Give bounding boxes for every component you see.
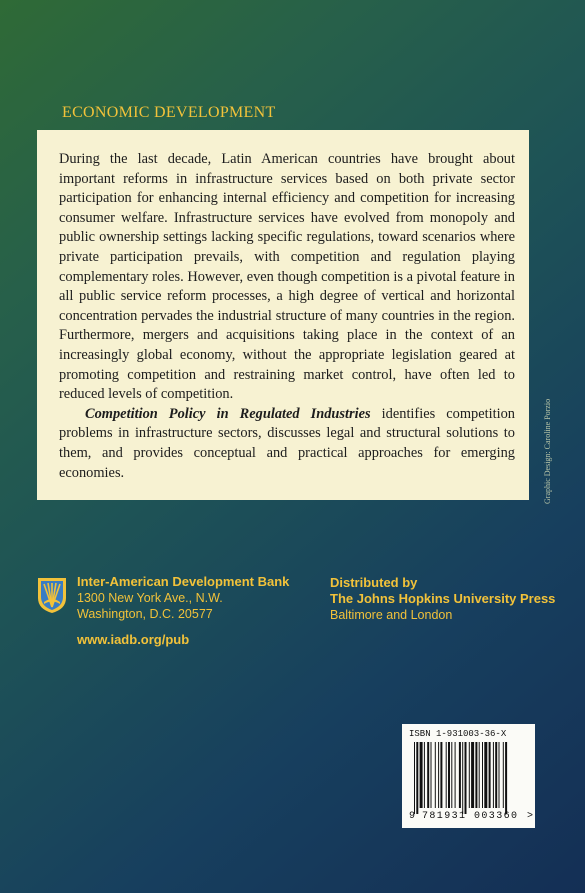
category-heading: ECONOMIC DEVELOPMENT — [62, 104, 276, 121]
barcode-bar — [499, 742, 500, 808]
distributor-location: Baltimore and London — [330, 608, 453, 622]
blurb-box — [37, 130, 529, 500]
barcode-bar — [505, 742, 507, 814]
barcode-bar — [451, 742, 452, 808]
barcode-bar — [435, 742, 436, 808]
design-credit: Graphic Design: Caroline Porzio — [543, 398, 552, 504]
barcode-bar — [446, 742, 447, 808]
distributor-label: Distributed by — [330, 575, 418, 590]
barcode-bar — [479, 742, 480, 808]
barcode-box — [402, 724, 535, 828]
publisher-website[interactable]: www.iadb.org/pub — [77, 632, 190, 647]
blurb-paragraph-1: During the last decade, Latin American countries have brought about important reforms in infrastructure services based on both private sector participation for enhancing internal efficiency and competition for increasing consumer welfare. Infrastructure services have evolved from monopoly and public ownership settings lacking specific regulations, toward scenarios where private participation prevails, with competition and regulation playing complementary roles. However, even though competition is a pivotal feature in all public service reform processes, a high degree of vertical and horizontal concentration pervades the industrial structure of many countries in the region. Furthermore, mergers and acquisitions taking place in the context of an increasingly global economy, without the appropriate legislation geared at promoting competition and restraining market control, have often led to reduced levels of competition. — [59, 151, 515, 403]
barcode-bar — [414, 742, 415, 814]
barcode-bar — [489, 742, 491, 808]
publisher-text — [77, 574, 289, 622]
distributor-block — [330, 575, 555, 623]
distributor-name: The Johns Hopkins University Press — [330, 591, 556, 606]
barcode-bar — [440, 742, 442, 808]
barcode-digits-right: 003360 — [474, 811, 519, 822]
blurb-paragraph-2 — [59, 405, 515, 483]
barcode-bar — [427, 742, 429, 808]
barcode-bar — [475, 742, 477, 808]
barcode-bar — [495, 742, 497, 808]
barcode-bar — [484, 742, 487, 808]
barcode-bar — [448, 742, 450, 808]
barcode-digits-left: 781931 — [422, 811, 467, 822]
barcode-graphic — [410, 742, 528, 814]
publisher-name: Inter-American Development Bank — [77, 574, 290, 589]
barcode-digit-first: 9 — [409, 811, 416, 822]
barcode-bar — [455, 742, 456, 808]
barcode-bar — [431, 742, 432, 808]
barcode-bar — [471, 742, 474, 808]
barcode-bar — [465, 742, 467, 814]
barcode-bar — [424, 742, 425, 808]
barcode-bar — [493, 742, 494, 808]
book-title: Competition Policy in Regulated Industries — [85, 405, 371, 422]
publisher-address-line-1: 1300 New York Ave., N.W. — [77, 591, 223, 605]
barcode-bar — [438, 742, 439, 808]
barcode-bar — [416, 742, 418, 814]
barcode-bar — [420, 742, 423, 808]
idb-logo-icon — [35, 574, 69, 614]
barcode-end-mark: > — [527, 811, 534, 822]
isbn-label: ISBN 1-931003-36-X — [409, 729, 507, 739]
barcode-bar — [503, 742, 504, 808]
publisher-address-line-2: Washington, D.C. 20577 — [77, 607, 213, 621]
barcode-bar — [462, 742, 463, 814]
barcode-bar — [459, 742, 461, 808]
barcode-bar — [469, 742, 470, 808]
barcode-bar — [482, 742, 483, 808]
blurb-paragraph-2-text: identifies competition problems in infrastructure sectors, discusses legal and structural solutions to them, and provides conceptual and practical approaches for emerging economies. — [59, 405, 515, 481]
